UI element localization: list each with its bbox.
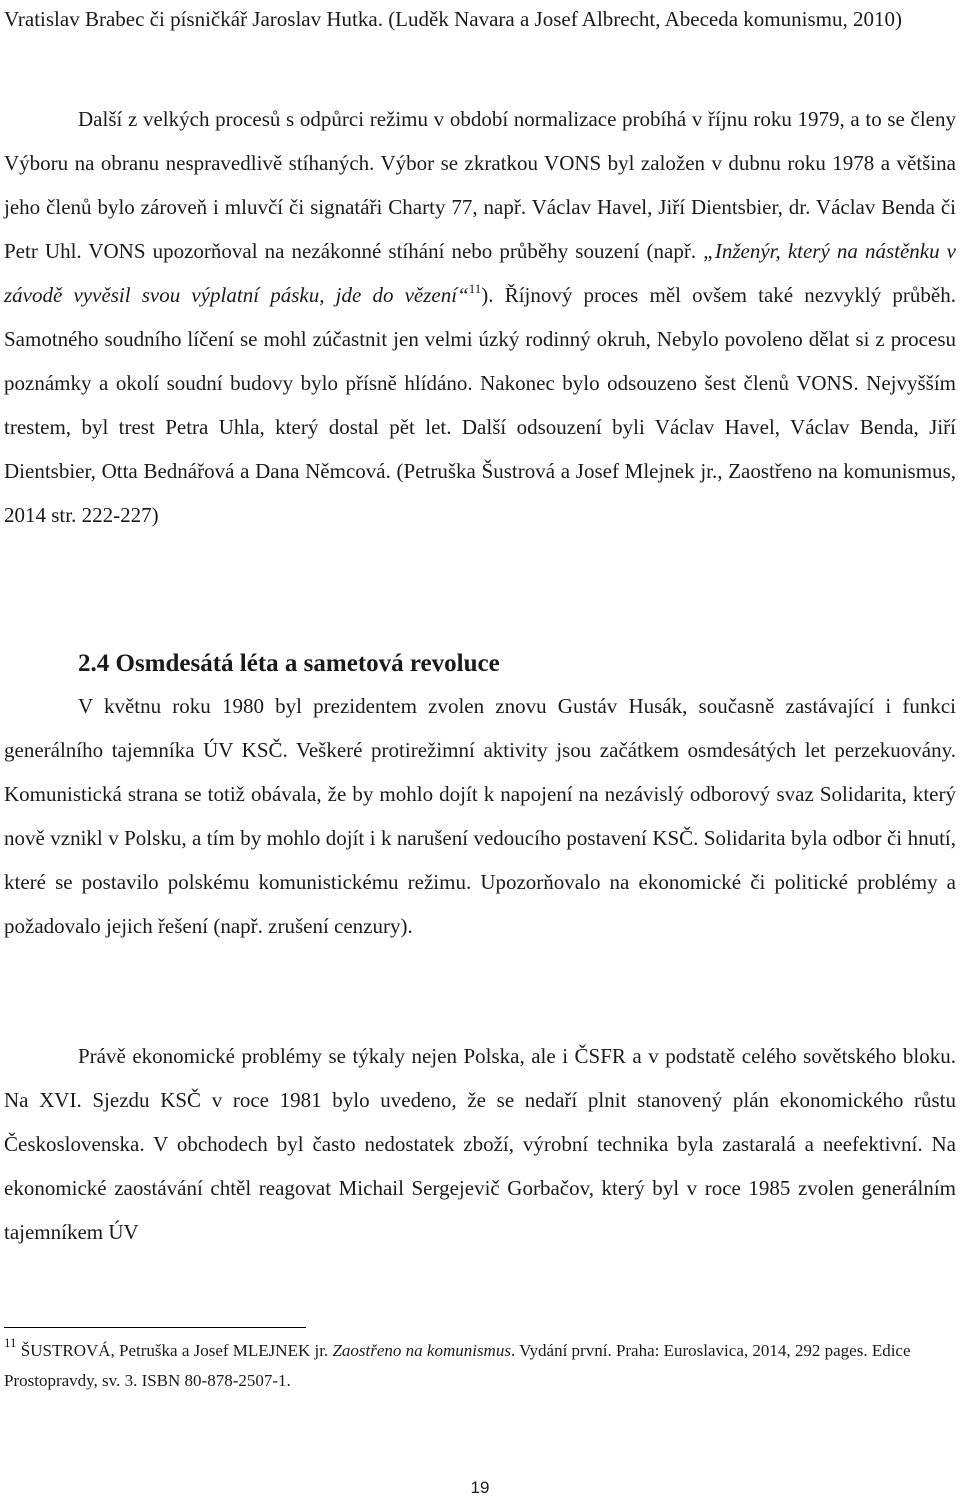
paragraph-2-text-b: ). Říjnový proces měl ovšem také nezvyklý průběh. Samotného soudního líčení se mohl zúčastnit jen velmi úzký rodinný okruh, Nebylo povoleno dělat si z procesu poznámky a okolí soudní budovy bylo přísně hlídáno. Nakonec bylo odsouzeno šest členů VONS. Nejvyšším trestem, byl trest Petra Uhla, který dostal pět let. Další odsouzení byli Václav Havel, Václav Benda, Jiří Dientsbier, Otta Bednářová a Dana Němcová. (Petruška Šustrová a Josef Mlejnek jr., Zaostřeno na komunismus, 2014 str. 222-227) (4, 283, 956, 527)
footnote-rest: . Vydání první. Praha: Euroslavica, 2014, 292 pages. Edice Prostopravdy, sv. 3. ISBN 80-878-2507-1. (4, 1341, 911, 1390)
paragraph-1: Vratislav Brabec či písničkář Jaroslav Hutka. (Luděk Navara a Josef Albrecht, Abeceda komunismu, 2010) (4, 7, 902, 31)
paragraph-2-text-a: Další z velkých procesů s odpůrci režimu v období normalizace probíhá v říjnu roku 1979, a to se členy Výboru na obranu nespravedlivě stíhaných. Výbor se zkratkou VONS byl založen v dubnu roku 1978 a většina jeho členů bylo zároveň i mluvčí či signatáři Charty 77, např. Václav Havel, Jiří Dientsbier, dr. Václav Benda či Petr Uhl. VONS upozorňoval na nezákonné stíhání nebo průběhy souzení (např. (4, 107, 956, 263)
paragraph-4: Právě ekonomické problémy se týkaly nejen Polska, ale i ČSFR a v podstatě celého sovětského bloku. Na XVI. Sjezdu KSČ v roce 1981 bylo uvedeno, že se nedaří plnit stanovený plán ekonomického růstu Československa. V obchodech byl často nedostatek zboží, výrobní technika byla zastaralá a neefektivní. Na ekonomické zaostávání chtěl reagovat Michail Sergejevič Gorbačov, který byl v roce 1985 zvolen generálním tajemníkem ÚV (4, 1044, 956, 1244)
footnote-author: ŠUSTROVÁ, Petruška a Josef MLEJNEK jr. (20, 1341, 329, 1360)
footnote-number: 11 (4, 1335, 17, 1350)
footnote-title: Zaostřeno na komunismus (332, 1341, 511, 1360)
footnote-reference[interactable]: 11 (468, 281, 482, 296)
paragraph-2-quote: „Inženýr, který na nástěnku v závodě vyvěsil svou výplatní pásku, jde do vězení“ (4, 239, 956, 307)
footnote-divider (4, 1327, 306, 1328)
footnote (4, 1336, 956, 1396)
page-number: 19 (470, 1478, 490, 1497)
paragraph-2 (4, 97, 956, 537)
paragraph-3: V květnu roku 1980 byl prezidentem zvolen znovu Gustáv Husák, současně zastávající i funkci generálního tajemníka ÚV KSČ. Veškeré protirežimní aktivity jsou začátkem osmdesátých let perzekuovány. Komunistická strana se totiž obávala, že by mohlo dojít k napojení na nezávislý odborový svaz Solidarita, který nově vznikl v Polsku, a tím by mohlo dojít i k narušení vedoucího postavení KSČ. Solidarita byla odbor či hnutí, které se postavilo polskému komunistickému režimu. Upozorňovalo na ekonomické či politické problémy a požadovalo jejich řešení (např. zrušení cenzury). (4, 694, 956, 938)
section-heading: 2.4 Osmdesátá léta a sametová revoluce (78, 650, 500, 677)
